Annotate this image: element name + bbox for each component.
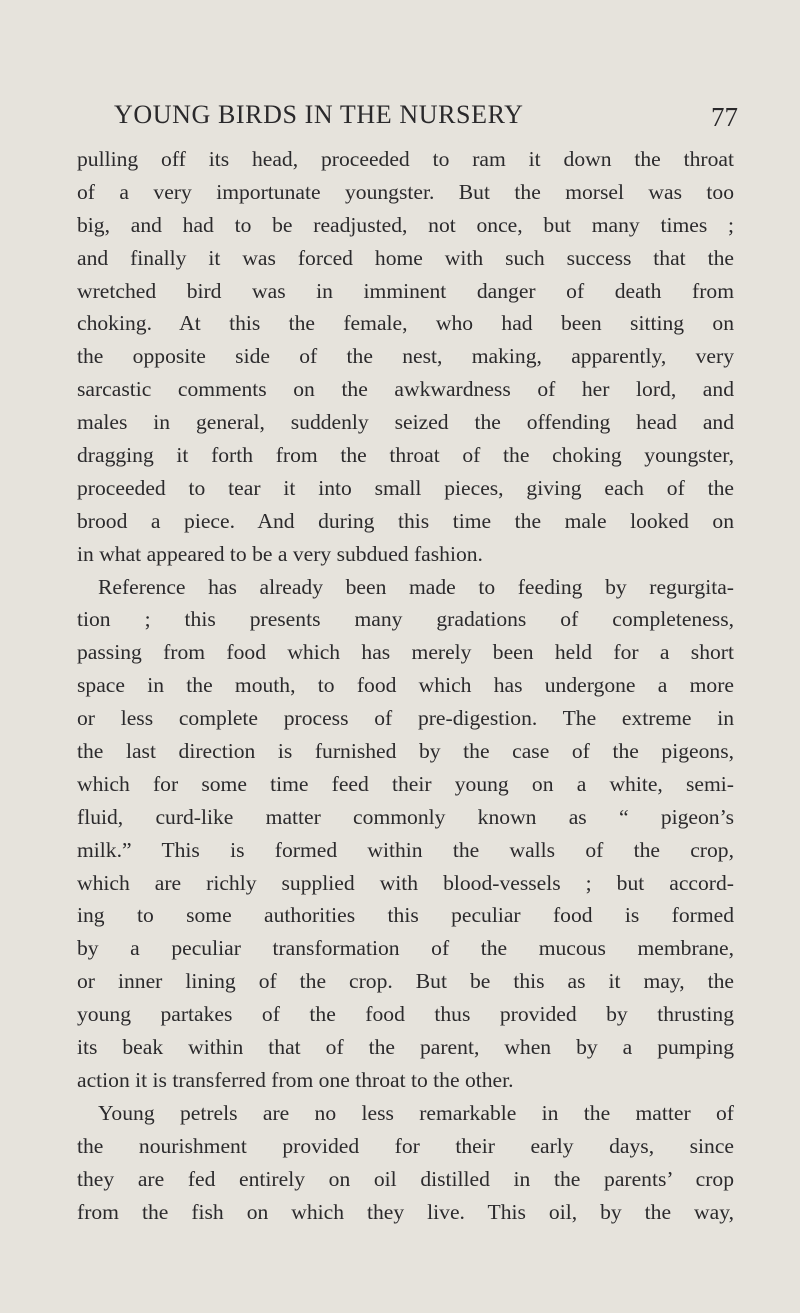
text-line: of a very importunate youngster. But the morsel was too <box>77 179 734 204</box>
text-line: ing to some authorities this peculiar food is formed <box>77 903 734 928</box>
text-line: pulling off its head, proceeded to ram it down the throat <box>77 147 734 171</box>
text-line: dragging it forth from the throat of the choking youngster, <box>77 443 734 468</box>
text-line: brood a piece. And during this time the male looked on <box>77 508 734 533</box>
text-line: or inner lining of the crop. But be this as it may, the <box>77 969 734 994</box>
paragraph-start-line: Reference has already been made to feeding by regurgita- <box>98 574 734 599</box>
text-line: choking. At this the female, who had been sitting on <box>77 311 734 336</box>
text-line: proceeded to tear it into small pieces, giving each of the <box>77 475 734 500</box>
text-line: from the fish on which they live. This oil, by the way, <box>77 1199 734 1224</box>
text-line: they are fed entirely on oil distilled in the parents’ crop <box>77 1166 734 1191</box>
text-line: the nourishment provided for their early days, since <box>77 1133 734 1158</box>
text-line: passing from food which has merely been held for a short <box>77 640 734 665</box>
paragraph-end-line: in what appeared to be a very subdued fashion. <box>77 541 483 566</box>
text-line: the opposite side of the nest, making, apparently, very <box>77 344 734 369</box>
text-line: and finally it was forced home with such success that the <box>77 245 734 270</box>
running-head-title: YOUNG BIRDS IN THE NURSERY <box>114 100 524 129</box>
text-line: fluid, curd-like matter commonly known as “ pigeon’s <box>77 804 734 829</box>
text-line: which for some time feed their young on a white, semi- <box>77 771 734 796</box>
running-head <box>78 84 738 132</box>
page-number: 77 <box>711 102 738 132</box>
text-line: milk.” This is formed within the walls of the crop, <box>77 837 734 862</box>
text-line: its beak within that of the parent, when by a pumping <box>77 1035 734 1060</box>
text-line: by a peculiar transformation of the mucous membrane, <box>77 936 734 961</box>
paragraph-end-line: action it is transferred from one throat to the other. <box>77 1067 514 1092</box>
text-line: which are richly supplied with blood-vessels ; but accord- <box>77 870 734 895</box>
text-line: males in general, suddenly seized the offending head and <box>77 410 734 435</box>
text-line: young partakes of the food thus provided by thrusting <box>77 1002 734 1027</box>
text-line: wretched bird was in imminent danger of death from <box>77 278 734 303</box>
text-line: tion ; this presents many gradations of completeness, <box>77 607 734 632</box>
text-line: space in the mouth, to food which has undergone a more <box>77 673 734 698</box>
paragraph-start-line: Young petrels are no less remarkable in the matter of <box>98 1100 734 1125</box>
text-line: the last direction is furnished by the case of the pigeons, <box>77 739 734 764</box>
text-line: sarcastic comments on the awkwardness of her lord, and <box>77 377 734 402</box>
text-line: or less complete process of pre-digestion. The extreme in <box>77 706 734 731</box>
text-line: big, and had to be readjusted, not once, but many times ; <box>77 212 734 237</box>
body-text <box>77 143 734 1228</box>
